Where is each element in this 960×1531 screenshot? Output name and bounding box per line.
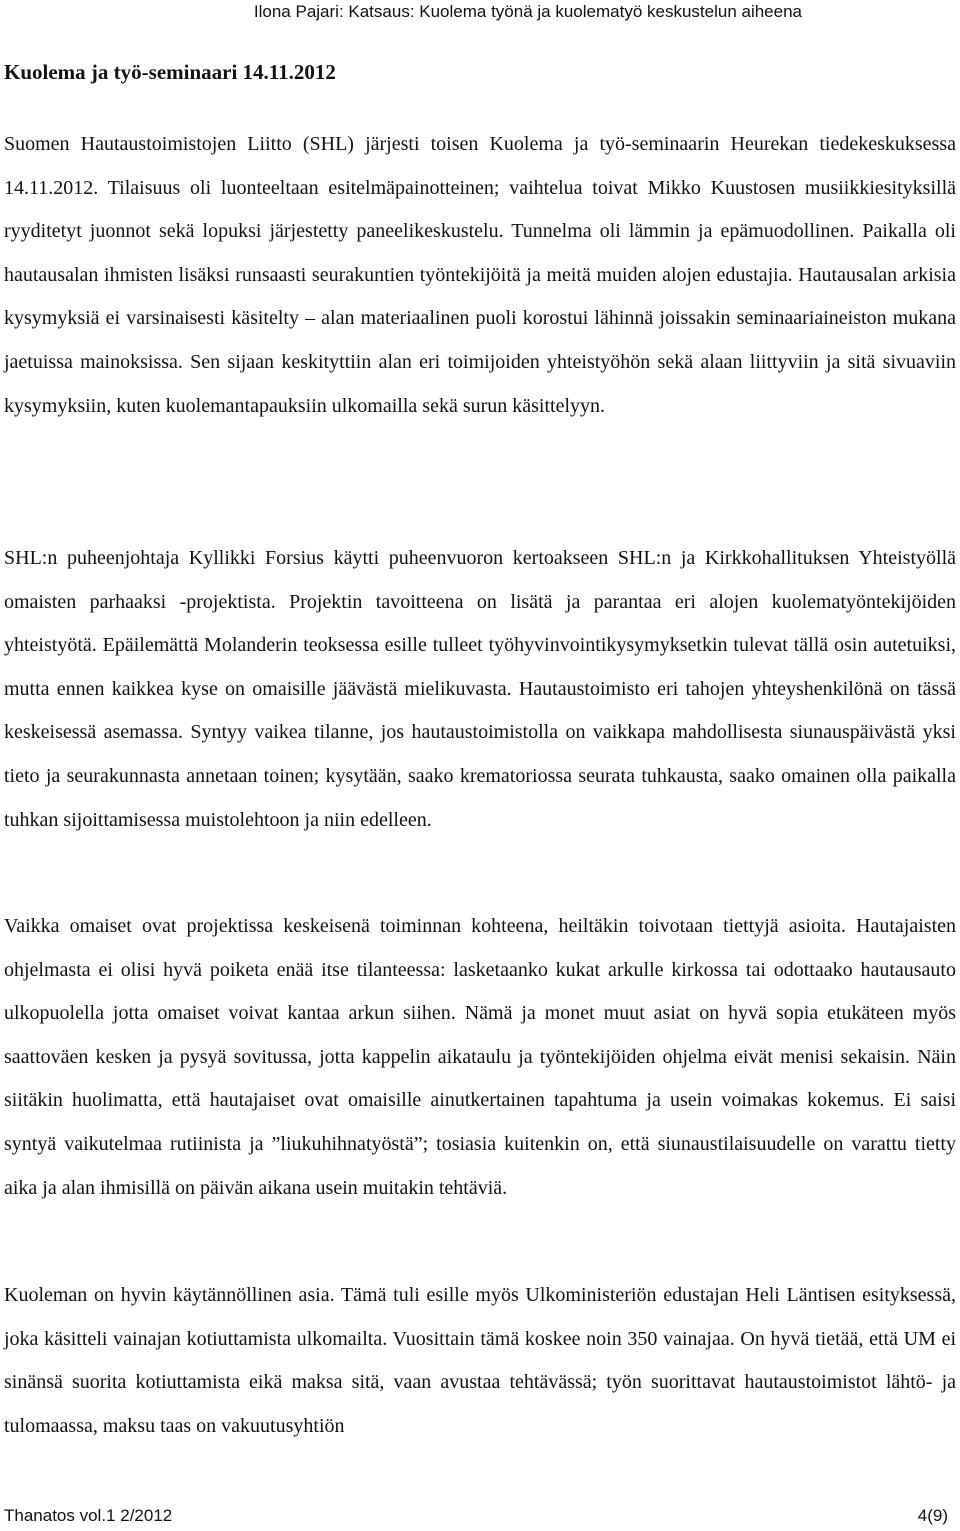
paragraph: Suomen Hautaustoimistojen Liitto (SHL) järjesti toisen Kuolema ja työ-seminaarin Heurekan tiedekeskuksessa 14.11.2012. Tilaisuus oli luonteeltaan esitelmäpainotteinen; vaihtelua toivat Mikko Kuustosen musiikkiesityksillä ryyditetyt juonnot sekä lopuksi järjestetty paneelikeskustelu. Tunnelma oli lämmin ja epämuodollinen. Paikalla oli hautausalan ihmisten lisäksi runsaasti seurakuntien työntekijöitä ja meitä muiden alojen edustajia. Hautausalan arkisia kysymyksiä ei varsinaisesti käsitelty – alan materiaalinen puoli korostui lähinnä joissakin seminaariaineiston mukana jaetuissa mainoksissa. Sen sijaan keskityttiin alan eri toimijoiden yhteistyöhön sekä alaan liittyviin ja sitä sivuaviin kysymyksiin, kuten kuolemantapauksiin ulkomailla sekä surun käsittelyyn. xyxy=(4,133,956,417)
paragraph: Vaikka omaiset ovat projektissa keskeisenä toiminnan kohteena, heiltäkin toivotaan tiettyjä asioita. Hautajaisten ohjelmasta ei olisi hyvä poiketa enää itse tilanteessa: lasketaanko kukat arkulle kirkossa tai odottaako hautausauto ulkopuolella jotta omaiset voivat kantaa arkun siihen. Nämä ja monet muut asiat on hyvä sopia etukäteen myös saattoväen kesken ja pysyä sovitussa, jotta kappelin aikataulu ja työntekijöiden ohjelma eivät menisi sekaisin. Näin siitäkin huolimatta, että hautajaiset ovat omaisille ainutkertainen tapahtuma ja usein voimakas kokemus. Ei saisi syntyä vaikutelmaa rutiinista ja ”liukuhihnatyöstä”; tosiasia kuitenkin on, että siunaustilaisuudelle on varattu tietty aika ja alan ihmisillä on päivän aikana usein muitakin tehtäviä. xyxy=(4,915,956,1199)
page-number: 4(9) xyxy=(917,1506,948,1525)
running-header: Ilona Pajari: Katsaus: Kuolema työnä ja kuolematyö keskustelun aiheena xyxy=(253,2,802,21)
paragraph: SHL:n puheenjohtaja Kyllikki Forsius käytti puheenvuoron kertoakseen SHL:n ja Kirkkohallituksen Yhteistyöllä omaisten parhaaksi -projektista. Projektin tavoitteena on lisätä ja parantaa eri alojen kuolematyöntekijöiden yhteistyötä. Epäilemättä Molanderin teoksessa esille tulleet työhyvinvointikysymyksetkin tulevat tällä osin autetuiksi, mutta ennen kaikkea kyse on omaisille jäävästä mielikuvasta. Hautaustoimisto eri tahojen yhteyshenkilönä on tässä keskeisessä asemassa. Syntyy vaikea tilanne, jos hautaustoimistolla on vaikkapa mahdollisesta siunauspäivästä yksi tieto ja seurakunnasta annetaan toinen; kysytään, saako krematoriossa seurata tuhkausta, saako omainen olla paikalla tuhkan sijoittamisessa muistolehtoon ja niin edelleen. xyxy=(4,547,956,831)
article-title: Kuolema ja työ-seminaari 14.11.2012 xyxy=(4,60,336,84)
paragraph: Kuoleman on hyvin käytännöllinen asia. Tämä tuli esille myös Ulkoministeriön edustajan Heli Läntisen esityksessä, joka käsitteli vainajan kotiuttamista ulkomailta. Vuosittain tämä koskee noin 350 vainajaa. On hyvä tietää, että UM ei sinänsä suorita kotiuttamista eikä maksa sitä, vaan avustaa tehtävässä; työn suorittavat hautaustoimistot lähtö- ja tulomaassa, maksu taas on vakuutusyhtiön xyxy=(4,1284,956,1437)
footer-publication: Thanatos vol.1 2/2012 xyxy=(4,1506,173,1525)
